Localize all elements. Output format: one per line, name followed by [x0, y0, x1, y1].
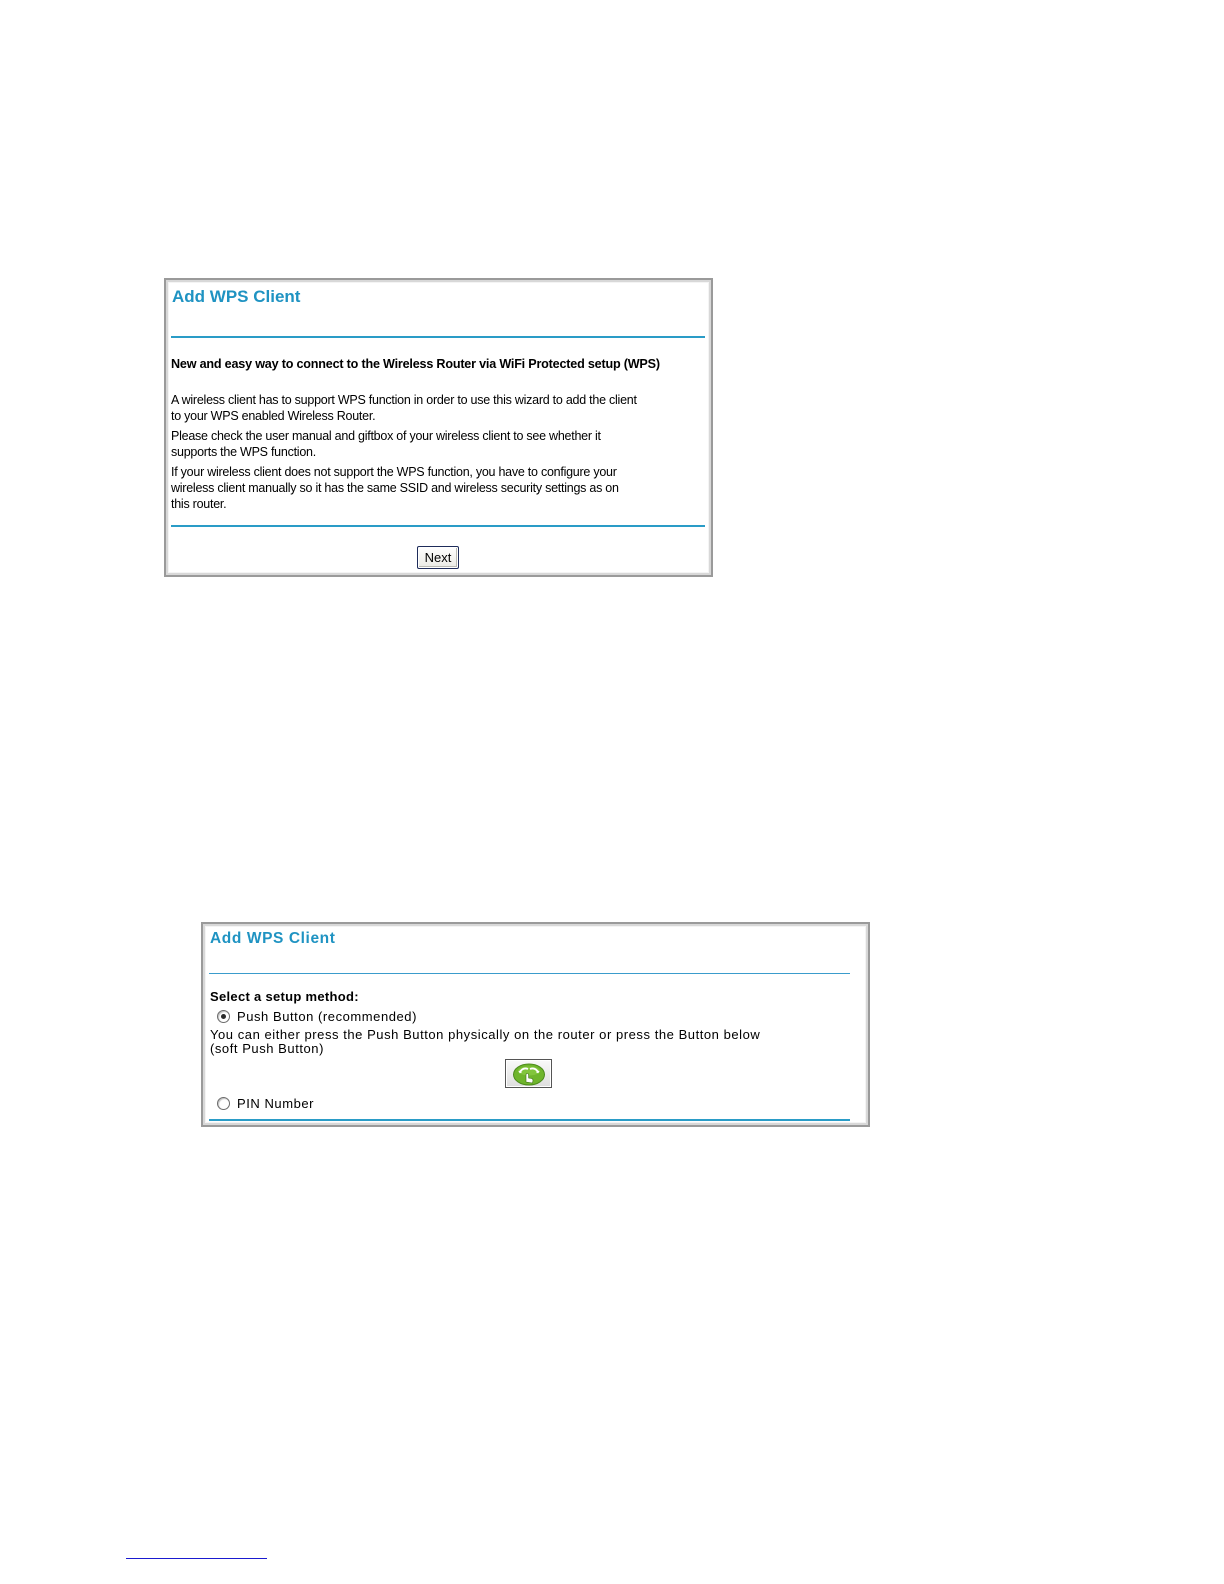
push-button-option-label[interactable]: Push Button (recommended) — [237, 1009, 417, 1024]
radio-selected-dot — [221, 1014, 226, 1019]
push-button-description: You can either press the Push Button physically on the router or press the Button below — [210, 1027, 761, 1042]
paragraph-line: to your WPS enabled Wireless Router. — [171, 409, 376, 423]
paragraph-line: wireless client manually so it has the same SSID and wireless security settings as on — [171, 481, 619, 495]
push-button-radio[interactable] — [217, 1010, 230, 1023]
intro-heading: New and easy way to connect to the Wireless Router via WiFi Protected setup (WPS) — [171, 357, 660, 371]
intro-paragraph — [171, 392, 637, 512]
add-wps-client-intro-panel — [164, 278, 713, 577]
panel-title: Add WPS Client — [172, 287, 301, 306]
footnote-separator — [126, 1558, 267, 1559]
paragraph-line: Please check the user manual and giftbox of your wireless client to see whether it — [171, 429, 601, 443]
paragraph-line: A wireless client has to support WPS function in order to use this wizard to add the client — [171, 393, 637, 407]
paragraph-line: supports the WPS function. — [171, 445, 316, 459]
title-divider — [171, 336, 705, 338]
soft-push-button[interactable] — [505, 1059, 552, 1088]
footer-divider — [171, 525, 705, 527]
wps-push-icon — [512, 1063, 546, 1086]
next-button[interactable]: Next — [417, 546, 459, 569]
footer-divider — [209, 1119, 850, 1121]
paragraph-line: this router. — [171, 497, 227, 511]
pin-number-radio[interactable] — [217, 1097, 230, 1110]
pin-number-option-label[interactable]: PIN Number — [237, 1096, 315, 1111]
push-button-description: (soft Push Button) — [210, 1041, 324, 1056]
add-wps-client-method-panel — [201, 922, 870, 1127]
paragraph-line: If your wireless client does not support the WPS function, you have to configure your — [171, 465, 617, 479]
panel-title: Add WPS Client — [210, 930, 336, 947]
title-divider — [209, 973, 850, 974]
select-method-label: Select a setup method: — [210, 989, 359, 1004]
